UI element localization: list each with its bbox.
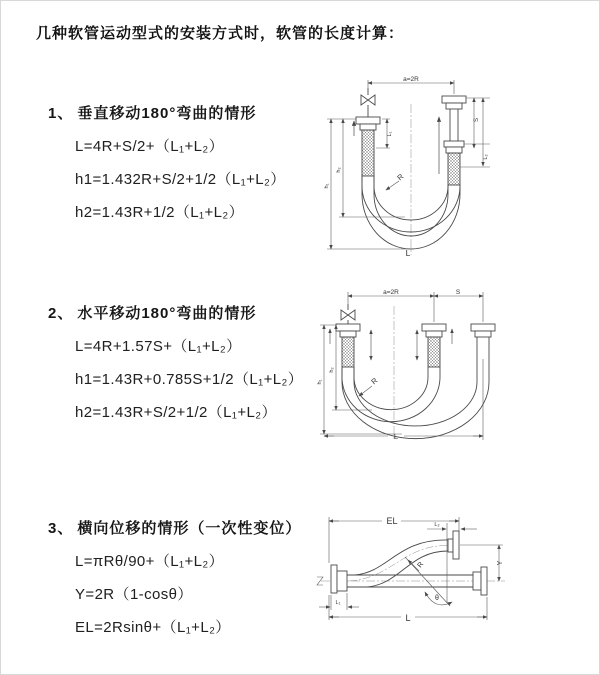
- length-label: L: [393, 432, 399, 441]
- dimension-lines: [327, 80, 490, 249]
- left-flange: [331, 565, 347, 593]
- formula-L: L=πRθ/90+（L₁+L₂）: [75, 553, 224, 570]
- dim-label-s: S: [474, 117, 480, 123]
- hose-curves: [342, 356, 489, 439]
- section-number: 1、: [48, 105, 74, 122]
- valve-icon: [361, 95, 375, 105]
- page-title: 几种软管运动型式的安装方式时，软管的长度计算：: [36, 25, 405, 42]
- section-heading: [48, 102, 286, 123]
- dim-label-l1: L₁: [335, 600, 341, 606]
- section-heading-text: 垂直移动180°弯曲的情形: [77, 105, 257, 122]
- dim-label-l2: L₂: [483, 154, 489, 160]
- formula-Y: Y=2R（1-cosθ）: [75, 586, 193, 603]
- dim-label-h1: h₁: [324, 183, 330, 189]
- right-flange: [481, 567, 487, 595]
- section-horizontal-180: [48, 302, 303, 422]
- dim-label-h2: h₂: [336, 167, 342, 173]
- left-pipe-end: [356, 88, 380, 176]
- braided-hose-section: [342, 337, 354, 367]
- dimension-lines: [319, 517, 503, 620]
- right-pipe-end: [442, 96, 466, 185]
- construction-lines: [405, 523, 452, 606]
- valve-icon: [341, 310, 355, 320]
- dim-label-a2r: a=2R: [383, 289, 399, 296]
- formula-L: L=4R+S/2+（L₁+L₂）: [75, 138, 225, 155]
- length-label: L: [405, 248, 411, 258]
- dim-label-h2: h₂: [329, 367, 335, 373]
- length-label: L: [405, 613, 411, 623]
- dim-label-el: EL: [386, 516, 398, 526]
- diagram-horizontal-180: [314, 284, 506, 446]
- braided-hose-section: [362, 130, 374, 176]
- section-lateral-displacement: [48, 517, 301, 637]
- dim-label-a2r: a=2R: [403, 76, 419, 83]
- diagram-vertical-180: [319, 74, 504, 259]
- hose-s-curve: [349, 540, 448, 587]
- dim-label-h1: h₁: [317, 379, 323, 385]
- formula-h1: h1=1.432R+S/2+1/2（L₁+L₂）: [75, 171, 286, 188]
- radius-label: R: [369, 375, 380, 387]
- displaced-flange: [448, 531, 459, 559]
- formula-h2: h2=1.43R+S/2+1/2（L₁+L₂）: [75, 404, 277, 421]
- dim-label-l2: L₂: [434, 522, 440, 528]
- section-number: 2、: [48, 305, 74, 322]
- braided-hose-section: [448, 153, 460, 185]
- right-pipe-end: [471, 324, 495, 356]
- section-heading: [48, 517, 301, 538]
- section-heading-text: 横向位移的情形（一次性变位）: [77, 520, 302, 537]
- theta-label: θ: [435, 595, 439, 602]
- braided-hose-section: [428, 337, 440, 367]
- dim-label-l1: L₁: [387, 131, 393, 137]
- formula-L: L=4R+1.57S+（L₁+L₂）: [75, 338, 242, 355]
- middle-pipe-end: [422, 324, 446, 367]
- left-pipe-end: [336, 304, 360, 367]
- dim-label-s: S: [455, 289, 461, 296]
- section-vertical-180: [48, 102, 286, 222]
- section-heading-text: 水平移动180°弯曲的情形: [77, 305, 257, 322]
- formula-h2: h2=1.43R+1/2（L₁+L₂）: [75, 204, 245, 221]
- radius-label: R: [416, 560, 426, 570]
- radius-label: R: [395, 171, 406, 183]
- section-heading: [48, 302, 303, 323]
- diagram-lateral-displacement: [309, 499, 509, 629]
- dim-label-y: Y: [497, 560, 504, 566]
- section-number: 3、: [48, 520, 74, 537]
- formula-EL: EL=2Rsinθ+（L₁+L₂）: [75, 619, 231, 636]
- formula-h1: h1=1.43R+0.785S+1/2（L₁+L₂）: [75, 371, 304, 388]
